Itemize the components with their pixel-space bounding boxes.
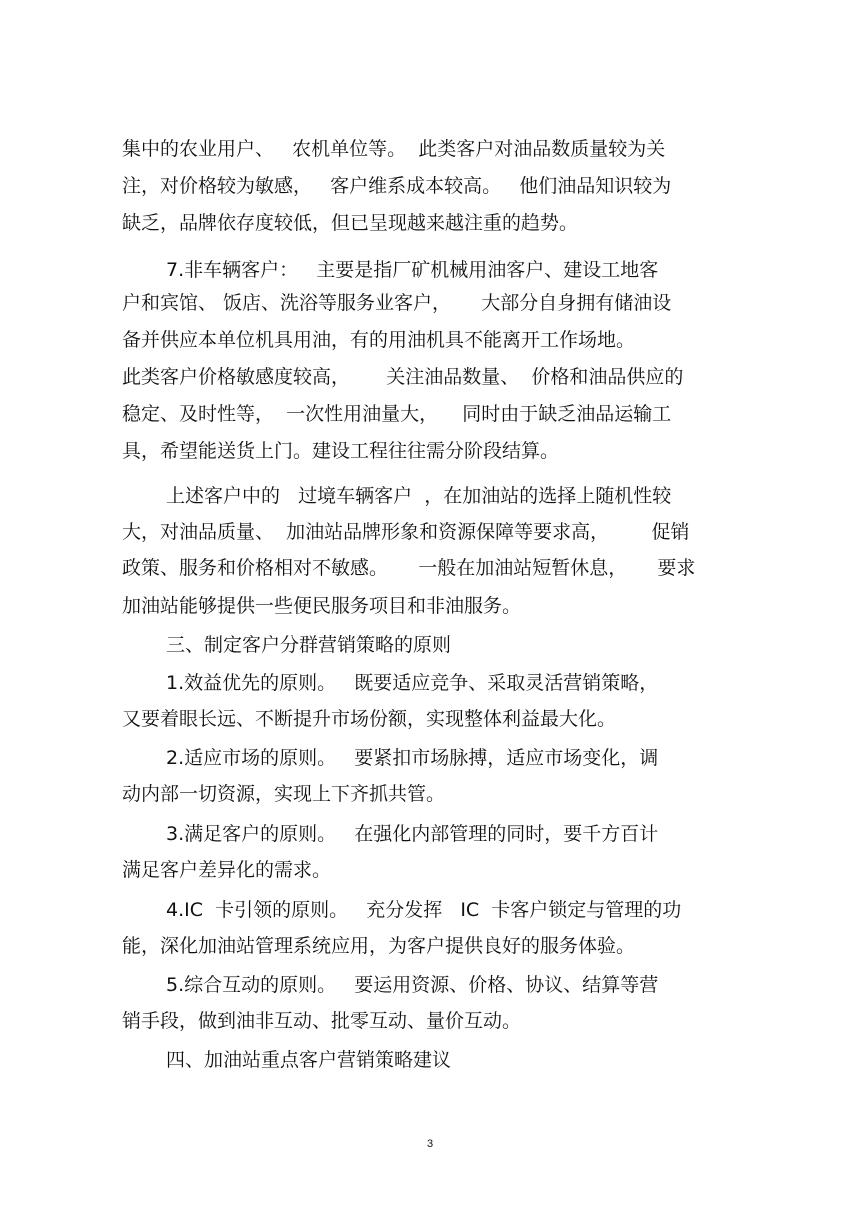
text-line: 4.IC 卡引领的原则。 充分发挥 IC 卡客户锁定与管理的功 [166, 899, 682, 921]
text-line: 备并供应本单位机具用油，有的用油机具不能离开工作场地。 [122, 329, 636, 351]
text-line: 1.效益优先的原则。 既要适应竞争、采取灵活营销策略， [166, 672, 659, 694]
section-heading: 三、制定客户分群营销策略的原则 [166, 634, 452, 656]
text-line: 满足客户差异化的需求。 [122, 859, 332, 881]
text-line: 集中的农业用户、 农机单位等。 此类客户对油品数质量较为关 [122, 138, 666, 160]
text-line: 注，对价格较为敏感， 客户维系成本较高。 他们油品知识较为 [122, 175, 672, 197]
text-line: 7.非车辆客户： 主要是指厂矿机械用油客户、建设工地客 [166, 259, 659, 281]
text-line: 稳定、及时性等， 一次性用油量大， 同时由于缺乏油品运输工 [122, 403, 672, 425]
page-number: 3 [426, 1138, 434, 1150]
text-line: 户和宾馆、 饭店、洗浴等服务业客户， 大部分自身拥有储油设 [122, 292, 672, 314]
text-line: 能，深化加油站管理系统应用，为客户提供良好的服务体验。 [122, 935, 636, 957]
text-line: 5.综合互动的原则。 要运用资源、价格、协议、结算等营 [166, 974, 659, 996]
text-line: 缺乏，品牌依存度较低，但已呈现越来越注重的趋势。 [122, 212, 579, 234]
text-line: 上述客户中的 过境车辆客户 ，在加油站的选择上随机性较 [166, 485, 672, 507]
text-line: 动内部一切资源，实现上下齐抓共管。 [122, 783, 446, 805]
text-line: 销手段，做到油非互动、批零互动、量价互动。 [122, 1010, 522, 1032]
text-line: 加油站能够提供一些便民服务项目和非油服务。 [122, 595, 522, 617]
text-line: 具，希望能送货上门。建设工程往往需分阶段结算。 [122, 440, 560, 462]
section-heading: 四、加油站重点客户营销策略建议 [166, 1049, 452, 1071]
text-line: 3.满足客户的原则。 在强化内部管理的同时，要千方百计 [166, 823, 659, 845]
text-line: 大，对油品质量、 加油站品牌形象和资源保障等要求高， 促销 [122, 521, 690, 543]
text-line: 政策、服务和价格相对不敏感。 一般在加油站短暂休息， 要求 [122, 557, 696, 579]
text-line: 又要着眼长远、不断提升市场份额，实现整体利益最大化。 [122, 708, 617, 730]
text-line: 2.适应市场的原则。 要紧扣市场脉搏，适应市场变化，调 [166, 747, 659, 769]
text-line: 此类客户价格敏感度较高， 关注油品数量、 价格和油品供应的 [122, 366, 684, 388]
